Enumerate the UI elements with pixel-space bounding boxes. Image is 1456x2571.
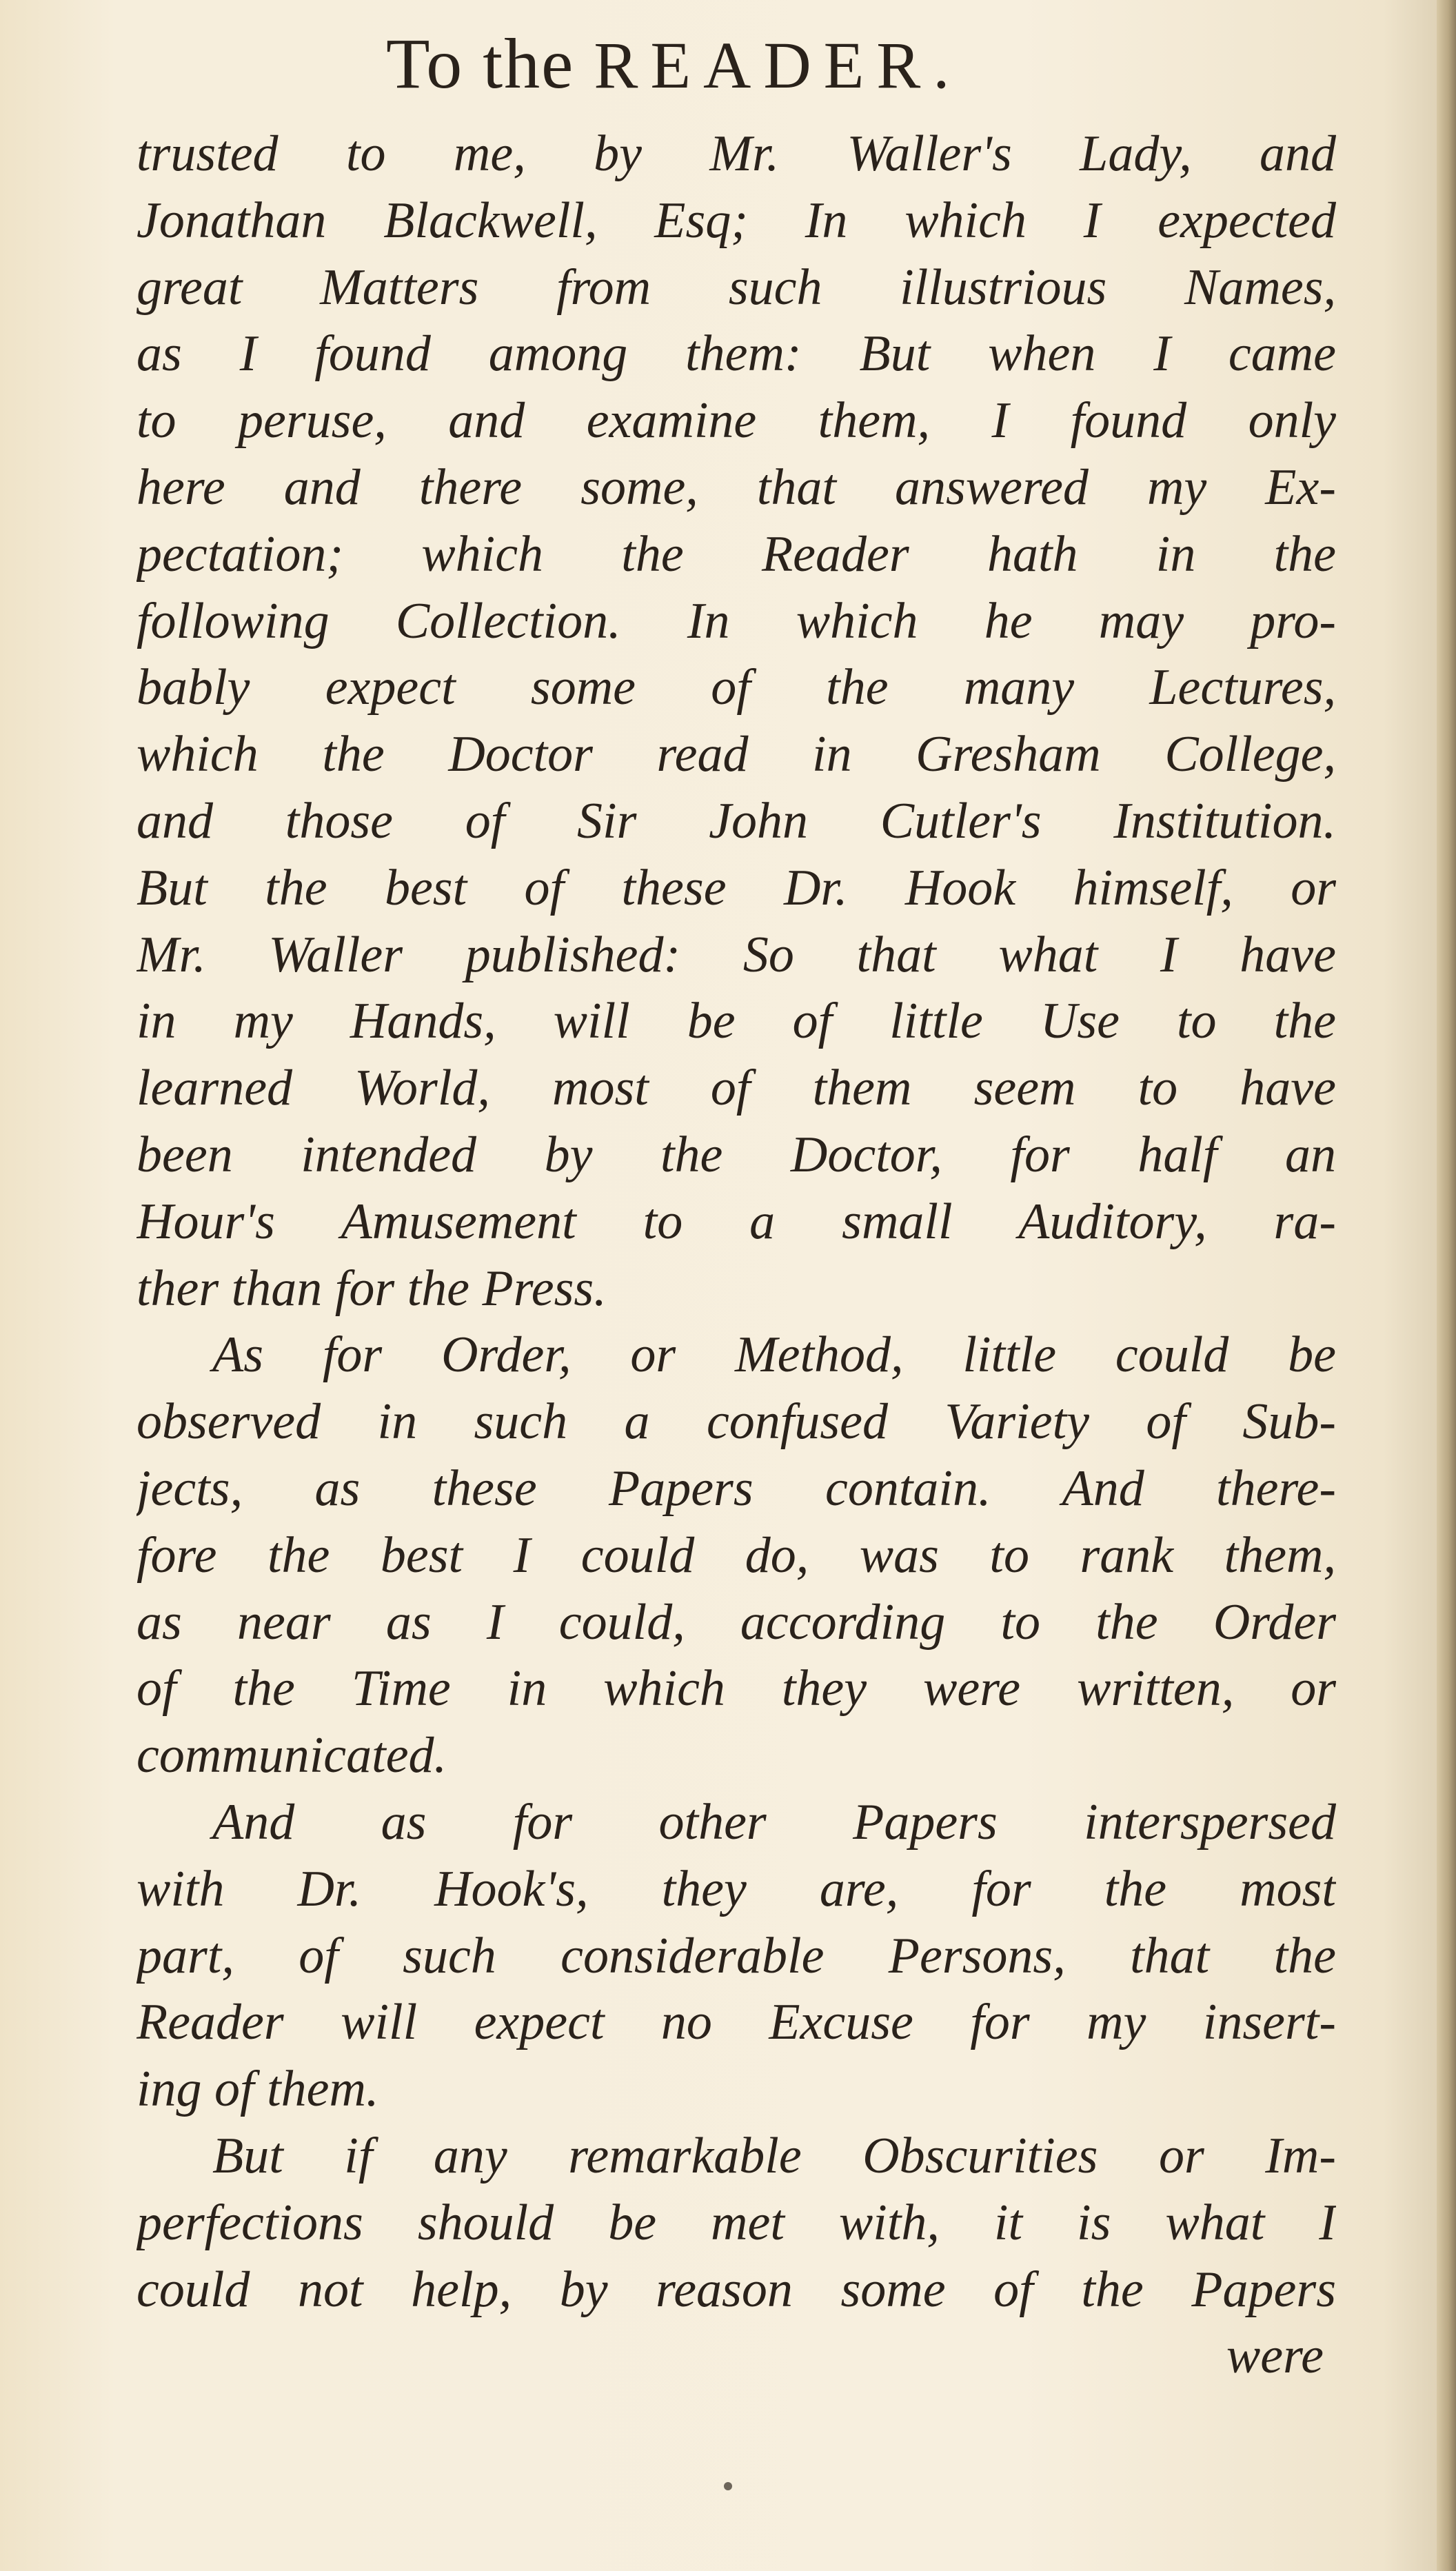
text-line: perfections should be met with, it is what I — [136, 2194, 1336, 2251]
text-line: learned World, most of them seem to have — [136, 1060, 1336, 1117]
text-line: been intended by the Doctor, for half an — [136, 1126, 1336, 1183]
text-line: fore the best I could do, was to rank them, — [136, 1526, 1336, 1584]
text-line: part, of such considerable Persons, that the — [136, 1927, 1336, 1984]
text-line: as I found among them: But when I came — [136, 325, 1336, 383]
text-line: And as for other Papers interspersed — [212, 1793, 1336, 1851]
text-line: observed in such a confused Variety of Sub- — [136, 1393, 1336, 1451]
text-line: trusted to me, by Mr. Waller's Lady, and — [136, 125, 1336, 182]
text-line: to peruse, and examine them, I found only — [136, 392, 1336, 450]
text-line: following Collection. In which he may pro- — [136, 592, 1336, 649]
text-line: here and there some, that answered my Ex- — [136, 458, 1336, 516]
text-line: Jonathan Blackwell, Esq; In which I expected — [136, 192, 1336, 249]
text-line: which the Doctor read in Gresham College, — [136, 726, 1336, 783]
page-gutter-shadow — [1437, 0, 1456, 2571]
catchword: were — [1226, 2328, 1324, 2385]
header-caps: READER. — [594, 28, 962, 102]
text-line: of the Time in which they were written, or — [136, 1660, 1336, 1717]
text-line: pectation; which the Reader hath in the — [136, 525, 1336, 583]
text-line: as near as I could, according to the Order — [136, 1593, 1336, 1651]
ink-speck — [724, 2482, 732, 2490]
text-line: with Dr. Hook's, they are, for the most — [136, 1860, 1336, 1917]
text-line: ing of them. — [136, 2061, 379, 2118]
text-line: As for Order, or Method, little could be — [212, 1327, 1336, 1384]
text-line: jects, as these Papers contain. And there- — [136, 1460, 1336, 1517]
text-line: Reader will expect no Excuse for my insert- — [136, 1994, 1336, 2051]
text-line: ther than for the Press. — [136, 1260, 607, 1317]
text-line: bably expect some of the many Lectures, — [136, 659, 1336, 716]
text-line: in my Hands, will be of little Use to the — [136, 993, 1336, 1050]
header-prefix: To the — [386, 24, 594, 103]
text-line: communicated. — [136, 1727, 447, 1784]
text-line: Hour's Amusement to a small Auditory, ra- — [136, 1193, 1336, 1250]
text-line: Mr. Waller published: So that what I have — [136, 926, 1336, 983]
text-line: could not help, by reason some of the Papers — [136, 2261, 1336, 2318]
text-line: great Matters from such illustrious Names, — [136, 259, 1336, 316]
running-header — [386, 19, 1110, 109]
body-text — [136, 121, 1336, 2390]
text-line: But if any remarkable Obscurities or Im- — [212, 2127, 1336, 2184]
text-line: and those of Sir John Cutler's Institution. — [136, 792, 1336, 849]
text-line: But the best of these Dr. Hook himself, or — [136, 859, 1336, 916]
